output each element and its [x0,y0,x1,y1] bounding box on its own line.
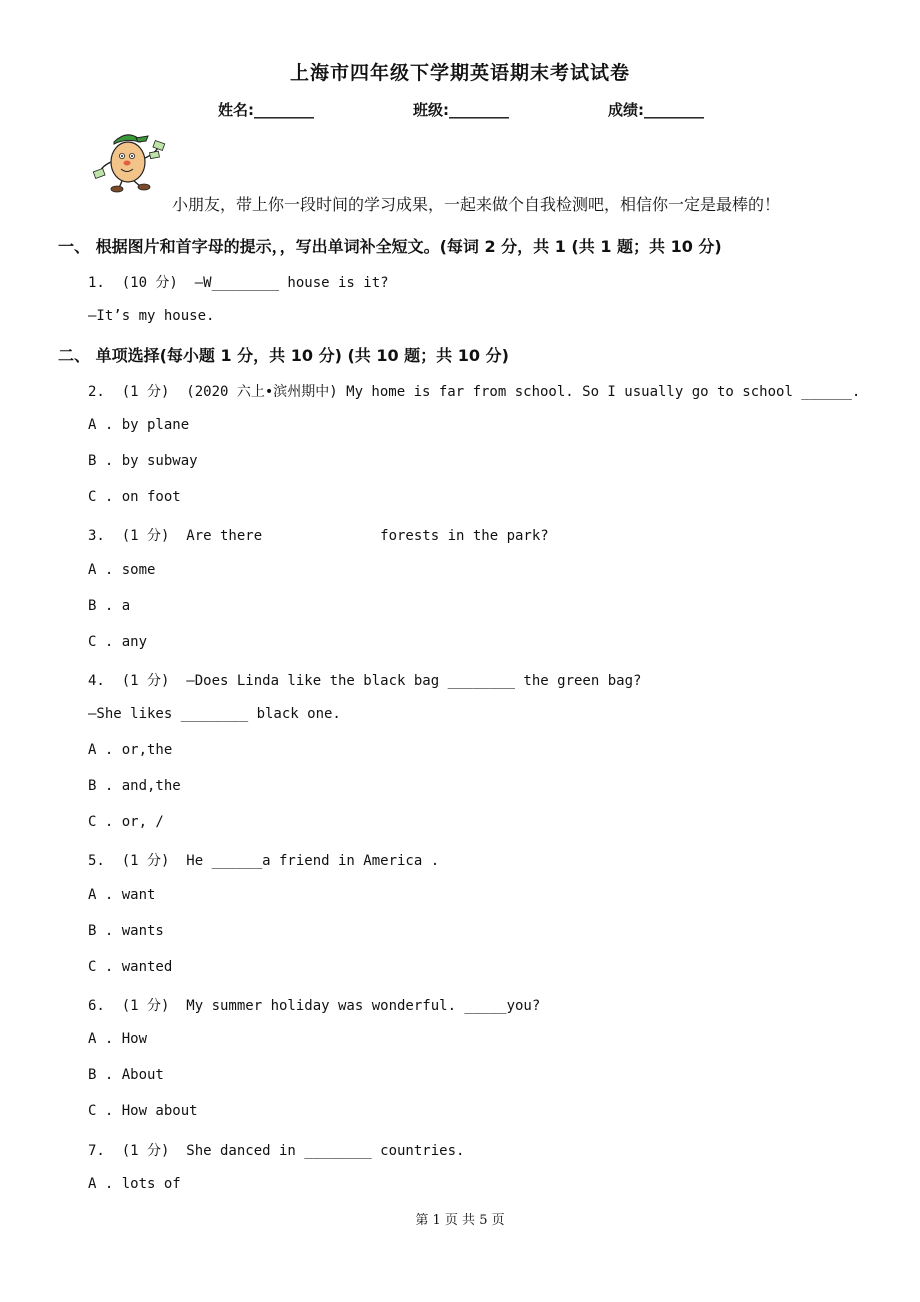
question-5-option-c: C . wanted [88,959,173,975]
question-2-option-b: B . by subway [88,453,198,469]
student-info-row [0,99,920,121]
question-1-answer-line: —It’s my house. [88,308,215,324]
question-5: 5. (1 分) He ______a friend in America . [88,853,440,869]
greeting-text: 小朋友，带上你一段时间的学习成果，一起来做个自我检测吧，相信你一定是最棒的！ [172,195,781,214]
question-3: 3. (1 分) Are there forests in the park? [88,528,549,544]
question-4-line-2: —She likes ________ black one. [88,706,341,722]
question-5-option-a: A . want [88,887,156,903]
question-3-option-a: A . some [88,562,156,578]
section-1-title: 一、 根据图片和首字母的提示，，写出单词补全短文。(每词 2 分，共 1 (共 1 题；共 10 分) [58,237,722,256]
question-3-option-b: B . a [88,598,131,614]
question-2: 2. (1 分) (2020 六上•滨州期中) My home is far from school. So I usually go to school ______. [88,384,861,400]
page-title: 上海市四年级下学期英语期末考试试卷 [289,62,630,84]
question-6: 6. (1 分) My summer holiday was wonderful. _____you? [88,998,541,1014]
question-7-option-a: A . lots of [88,1176,181,1192]
question-2-option-a: A . by plane [88,417,190,433]
question-2-option-c: C . on foot [88,489,181,505]
question-6-option-a: A . How [88,1031,148,1047]
section-2-title: 二、 单项选择(每小题 1 分，共 10 分) (共 10 题；共 10 分) [58,346,509,365]
question-4: 4. (1 分) —Does Linda like the black bag ________ the green bag? [88,673,642,689]
question-6-option-c: C . How about [88,1103,198,1119]
class-field[interactable]: 班级:________ [413,101,509,119]
question-4-option-b: B . and,the [88,778,181,794]
mascot-icon [92,128,168,194]
question-6-option-b: B . About [88,1067,164,1083]
question-4-option-c: C . or, / [88,814,164,830]
name-field[interactable]: 姓名:________ [218,101,314,119]
score-field[interactable]: 成绩:________ [608,101,704,119]
question-1: 1. (10 分) —W________ house is it? [88,275,389,291]
question-5-option-b: B . wants [88,923,164,939]
page-footer: 第 1 页 共 5 页 [415,1213,505,1228]
question-3-option-c: C . any [88,634,148,650]
question-4-option-a: A . or,the [88,742,173,758]
question-7: 7. (1 分) She danced in ________ countries. [88,1143,465,1159]
